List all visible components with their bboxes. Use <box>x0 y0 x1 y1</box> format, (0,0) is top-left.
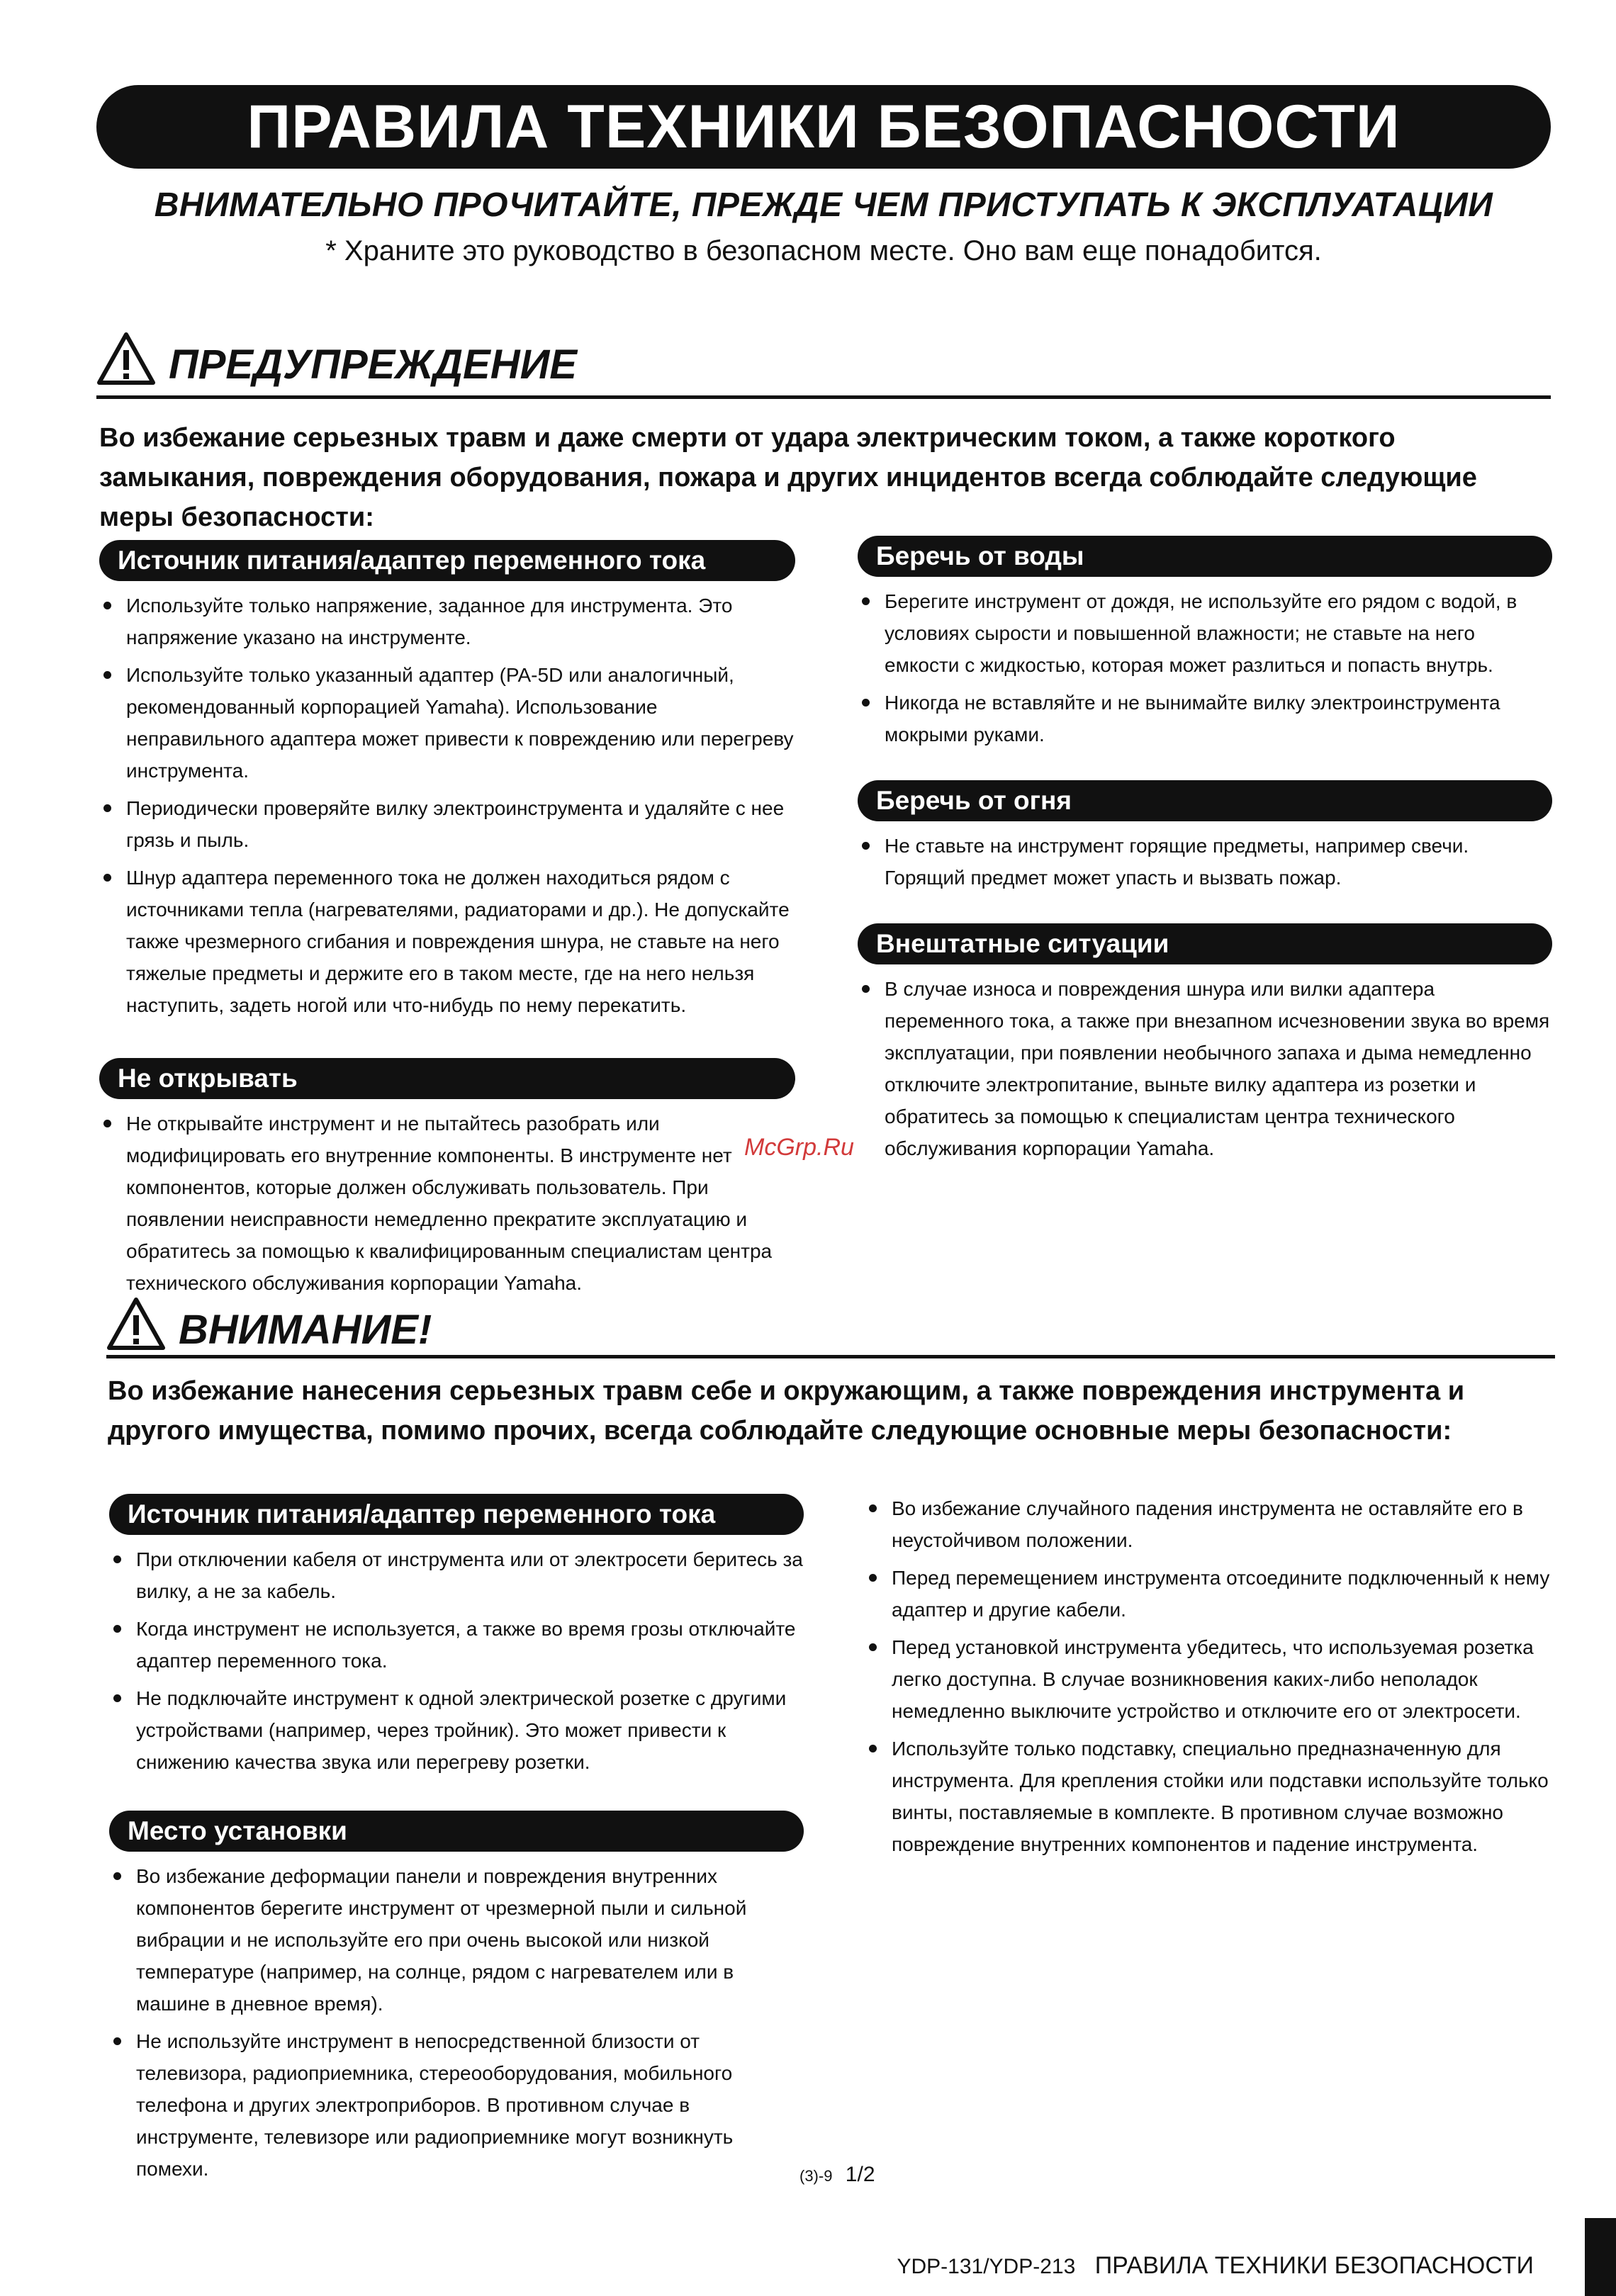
section-heading-water <box>858 536 1552 577</box>
warning-triangle-icon <box>96 332 156 386</box>
list-item: Во избежание деформации панели и повреждения внутренних компонентов берегите инструмент от чрезмерной пыли и сильной вибрации и не используйте его при очень высокой или низкой температуре (например, на солнце, рядом с нагревателем или в машине в дневное время). <box>109 1860 804 2020</box>
corner-tab-marker <box>1585 2218 1616 2296</box>
list-item: Используйте только напряжение, заданное для инструмента. Это напряжение указано на инструменте. <box>99 590 795 653</box>
power-warning-list <box>99 590 795 1021</box>
page-title: ПРАВИЛА ТЕХНИКИ БЕЗОПАСНОСТИ <box>247 92 1401 161</box>
footer-model: YDP-131/YDP-213 <box>897 2255 1076 2278</box>
warning-left-column <box>99 540 795 1305</box>
caution-title: ВНИМАНИЕ! <box>179 1307 432 1353</box>
section-heading-label: Место установки <box>128 1816 347 1845</box>
caution-right-column <box>865 1492 1558 1866</box>
read-before-use-subtitle: ВНИМАТЕЛЬНО ПРОЧИТАЙТЕ, ПРЕЖДЕ ЧЕМ ПРИСТУПАТЬ К ЭКСПЛУАТАЦИИ <box>154 186 1493 224</box>
list-item: Во избежание случайного падения инструмента не оставляйте его в неустойчивом положении. <box>865 1492 1558 1556</box>
warning-right-column <box>858 536 1552 1170</box>
section-heading-fire <box>858 780 1552 821</box>
list-item: Никогда не вставляйте и не вынимайте вилку электроинструмента мокрыми руками. <box>858 687 1552 750</box>
section-heading-emergency <box>858 923 1552 964</box>
list-item: Не используйте инструмент в непосредственной близости от телевизора, радиоприемника, стереооборудования, мобильного телефона и других электроприборов. В противном случае в инструменте, телевизоре или радиоприемнике могут возникнуть помехи. <box>109 2025 804 2185</box>
caution-right-list <box>865 1492 1558 1860</box>
warning-lead: Во избежание серьезных травм и даже смерти от удара электрическим током, а также короткого замыкания, повреждения оборудования, пожара и других инцидентов всегда соблюдайте следующие меры безопасности: <box>99 423 1477 532</box>
list-item: Не открывайте инструмент и не пытайтесь разобрать или модифицировать его внутренние компоненты. В инструменте нет компонентов, которые должен обслуживать пользователь. При появлении неисправности немедленно прекратите эксплуатацию и обратитесь за помощью к квалифицированным специалистам центра технического обслуживания корпорации Yamaha. <box>99 1108 795 1299</box>
list-item: В случае износа и повреждения шнура или вилки адаптера переменного тока, а также при внезапном исчезновении звука во время эксплуатации, при появлении необычного запаха и дыма немедленно отключите электропитание, выньте вилку адаптера из розетки и обратитесь за помощью к специалистам центра технического обслуживания корпорации Yamaha. <box>858 973 1552 1164</box>
list-item: Шнур адаптера переменного тока не должен находиться рядом с источниками тепла (нагревателями, радиаторами и др.). Не допускайте также чрезмерного сгибания и повреждения шнура, не ставьте на него тяжелые предметы и держите его в таком месте, где на него нельзя наступить, задеть ногой или что-нибудь по нему перекатить. <box>99 862 795 1021</box>
caution-divider <box>106 1355 1555 1358</box>
page-title-banner <box>96 85 1551 169</box>
section-heading-label: Не открывать <box>118 1064 298 1093</box>
keep-manual-note: * Храните это руководство в безопасном месте. Оно вам еще понадобится. <box>325 235 1322 266</box>
list-item: Используйте только подставку, специально предназначенную для инструмента. Для крепления стойки или подставки используйте только винты, поставляемые в комплекте. В противном случае возможно повреждение внутренних компонентов и падение инструмента. <box>865 1733 1558 1860</box>
no-open-list <box>99 1108 795 1299</box>
page-number <box>799 2163 875 2187</box>
caution-triangle-icon <box>106 1297 166 1351</box>
warning-heading <box>96 332 577 386</box>
list-item: Периодически проверяйте вилку электроинструмента и удаляйте с нее грязь и пыль. <box>99 792 795 856</box>
list-item: Перед перемещением инструмента отсоедините подключенный к нему адаптер и другие кабели. <box>865 1562 1558 1626</box>
section-heading-label: Источник питания/адаптер переменного тока <box>118 546 706 575</box>
section-heading-label: Внештатные ситуации <box>876 929 1169 958</box>
list-item: Когда инструмент не используется, а также во время грозы отключайте адаптер переменного тока. <box>109 1613 804 1677</box>
water-list <box>858 585 1552 750</box>
caution-left-column <box>109 1494 804 2190</box>
section-heading-power <box>99 540 795 581</box>
warning-title: ПРЕДУПРЕЖДЕНИЕ <box>169 342 577 388</box>
section-heading-no-open <box>99 1058 795 1099</box>
warning-divider <box>96 395 1551 399</box>
footer-title: ПРАВИЛА ТЕХНИКИ БЕЗОПАСНОСТИ <box>1094 2252 1534 2279</box>
fire-list <box>858 830 1552 894</box>
page-code: (3)-9 <box>799 2167 833 2185</box>
caution-lead: Во избежание нанесения серьезных травм себе и окружающим, а также повреждения инструмента и другого имущества, помимо прочих, всегда соблюдайте следующие основные меры безопасности: <box>108 1376 1465 1446</box>
list-item: Не ставьте на инструмент горящие предметы, например свечи. Горящий предмет может упасть и вызвать пожар. <box>858 830 1552 894</box>
page-footer <box>897 2252 1534 2280</box>
list-item: Перед установкой инструмента убедитесь, что используемая розетка легко доступна. В случае возникновения каких-либо неполадок немедленно выключите устройство и отключите его от электросети. <box>865 1631 1558 1727</box>
section-heading-power-caution <box>109 1494 804 1535</box>
list-item: Берегите инструмент от дождя, не используйте его рядом с водой, в условиях сырости и повышенной влажности; не ставьте на него емкости с жидкостью, которая может разлиться и попасть внутрь. <box>858 585 1552 681</box>
list-item: Используйте только указанный адаптер (PA-5D или аналогичный, рекомендованный корпорацией Yamaha). Использование неправильного адаптера может привести к повреждению или перегреву инструмента. <box>99 659 795 787</box>
power-caution-list <box>109 1543 804 1778</box>
watermark: McGrp.Ru <box>744 1134 854 1161</box>
section-heading-location <box>109 1811 804 1852</box>
page-fraction: 1/2 <box>845 2163 875 2186</box>
section-heading-label: Источник питания/адаптер переменного тока <box>128 1499 716 1529</box>
location-list <box>109 1860 804 2185</box>
section-heading-label: Беречь от воды <box>876 541 1084 570</box>
list-item: При отключении кабеля от инструмента или от электросети беритесь за вилку, а не за кабель. <box>109 1543 804 1607</box>
list-item: Не подключайте инструмент к одной электрической розетке с другими устройствами (например, через тройник). Это может привести к снижению качества звука или перегреву розетки. <box>109 1682 804 1778</box>
caution-heading <box>106 1297 432 1351</box>
section-heading-label: Беречь от огня <box>876 786 1072 815</box>
emergency-list <box>858 973 1552 1164</box>
